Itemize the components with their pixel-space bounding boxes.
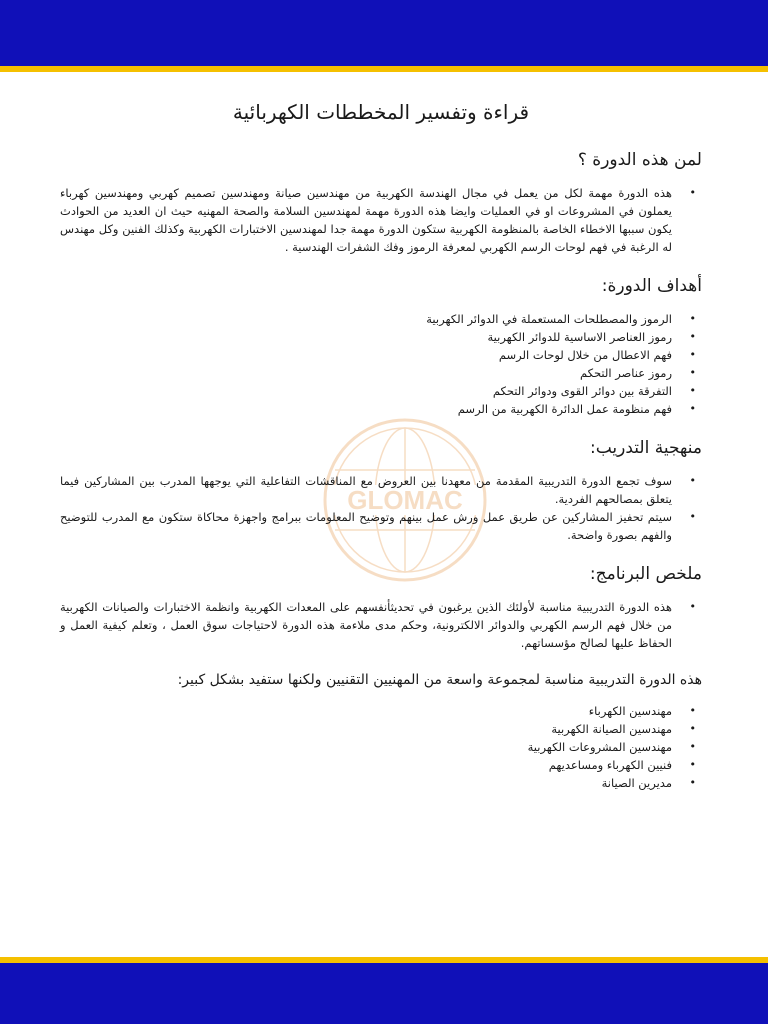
section-heading: أهداف الدورة: — [601, 276, 702, 296]
document-body — [60, 100, 702, 792]
list-item: • رموز العناصر الاساسية للدوائر الكهربية — [60, 328, 672, 346]
bullet-list — [60, 184, 702, 256]
audience-list — [60, 702, 702, 792]
section-audience — [60, 150, 702, 256]
bullet-list — [60, 472, 702, 544]
list-item: • الرموز والمصطلحات المستعملة في الدوائر الكهربية — [60, 310, 672, 328]
list-item: • رموز عناصر التحكم — [60, 364, 672, 382]
list-item: • سيتم تحفيز المشاركين عن طريق عمل ورش عمل بينهم وتوضيح المعلومات ببرامج واجهزة محاكاة ستكون مع المدرب للتوضيح والفهم بصورة واضحة. — [60, 508, 672, 544]
audience-intro: هذه الدورة التدريبية مناسبة لمجموعة واسعة من المهنيين التقنيين ولكنها ستفيد بشكل كبير: — [177, 672, 702, 688]
section-methodology — [60, 438, 702, 544]
list-item: • مهندسين الصيانة الكهربية — [60, 720, 672, 738]
section-heading: ملخص البرنامج: — [589, 564, 702, 584]
footer-band — [0, 963, 768, 1024]
document-title: قراءة وتفسير المخططات الكهربائية — [232, 100, 530, 124]
section-summary — [60, 564, 702, 652]
section-heading: منهجية التدريب: — [589, 438, 702, 458]
bullet-list — [60, 598, 702, 652]
section-heading: لمن هذه الدورة ؟ — [577, 150, 702, 170]
list-item: • مهندسين المشروعات الكهربية — [60, 738, 672, 756]
list-item: • مهندسين الكهرباء — [60, 702, 672, 720]
list-item: • فهم منظومة عمل الدائرة الكهربية من الرسم — [60, 400, 672, 418]
watermark-text: GLOMAC — [347, 485, 463, 515]
list-item: • هذه الدورة مهمة لكل من يعمل في مجال الهندسة الكهربية من مهندسين صيانة ومهندسين تصميم كهربي ومهندسين كهرباء يعملون في المشروعات او في العمليات وايضا هذه الدورة مهمة لمهندسين السلامة والصحة المهنيه حيث ان العديد من الحوادث يكون سببها الاخطاء الخاصة بالمنظومة الكهربية ستكون الدورة مهمة جدا لمهندسين الاختبارات الكهربية وكذلك الفنين وكل مهندس له الرغبة في فهم لوحات الرسم الكهربي لمعرفة الرموز وفك الشفرات الهندسية . — [60, 184, 672, 256]
list-item: • فنيين الكهرباء ومساعديهم — [60, 756, 672, 774]
list-item: • هذه الدورة التدريبية مناسبة لأولئك الذين يرغبون في تحديثأنفسهم على المعدات الكهربية وانظمة الاختبارات والصيانات الكهربية من خلال فهم الرسم الكهربي والدوائر الالكترونية، وحكم مدى ملاءمة هذه الدورة لاحتياجات سوق العمل ، وتعلم كيفية العمل و الحفاظ عليها لصالح مؤسساتهم. — [60, 598, 672, 652]
list-item: • التفرقة بين دوائر القوى ودوائر التحكم — [60, 382, 672, 400]
bullet-list — [60, 310, 702, 418]
list-item: • سوف تجمع الدورة التدريبية المقدمة من معهدنا بين العروض مع المناقشات التفاعلية التي يوجهها المدرب بين المشاركين فيما يتعلق بمصالحهم الفردية. — [60, 472, 672, 508]
list-item: • مديرين الصيانة — [60, 774, 672, 792]
header-stripe — [0, 66, 768, 72]
list-item: • فهم الاعطال من خلال لوحات الرسم — [60, 346, 672, 364]
section-objectives — [60, 276, 702, 418]
header-band — [0, 0, 768, 66]
